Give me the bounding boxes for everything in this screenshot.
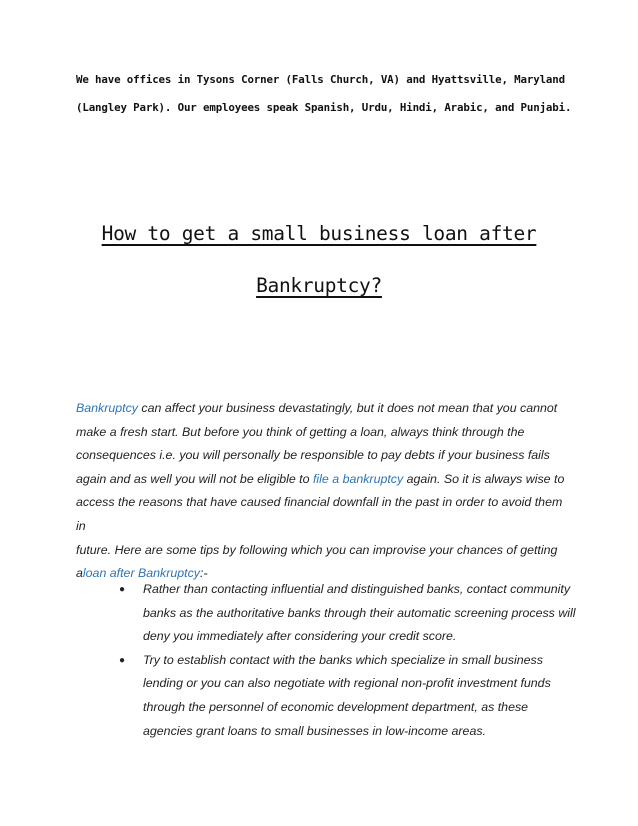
body-line-3: consequences i.e. you will personally be responsible to pay debts if your business fails bbox=[76, 448, 550, 463]
list-item-line: Rather than contacting influential and distinguished banks, contact community bbox=[143, 582, 571, 596]
file-a-bankruptcy-link[interactable]: file a bankruptcy bbox=[312, 471, 404, 486]
title-line-2: Bankruptcy? bbox=[256, 274, 382, 297]
body-line-1-text: can affect your business devastatingly, but it does not mean that you cannot bbox=[137, 401, 558, 415]
body-line-6: future. Here are some tips by following which you can improvise your chances of getting bbox=[76, 542, 558, 557]
body-line-5: access the reasons that have caused financial downfall in the past in order to avoid them in bbox=[76, 495, 563, 533]
list-item-line: agencies grant loans to small businesses in low-income areas. bbox=[143, 723, 486, 738]
body-line-4 bbox=[76, 468, 566, 492]
body-line-7-pre: a bbox=[76, 566, 83, 581]
list-item-line: deny you immediately after considering your credit score. bbox=[143, 629, 457, 644]
list-item bbox=[76, 649, 576, 743]
body-line-4-pre: again and as well you will not be eligible to bbox=[76, 471, 313, 486]
bullet-icon: ● bbox=[119, 584, 126, 595]
list-item-line: through the personnel of economic development department, as these bbox=[143, 699, 529, 714]
body-line-1 bbox=[76, 397, 566, 421]
bankruptcy-link[interactable]: Bankruptcy bbox=[76, 401, 138, 415]
loan-after-bankruptcy-link[interactable]: loan after Bankruptcy bbox=[82, 566, 200, 581]
tips-list bbox=[76, 578, 576, 743]
body-line-7-post: :- bbox=[200, 566, 208, 581]
list-item-line: lending or you can also negotiate with regional non-profit investment funds bbox=[143, 676, 551, 691]
intro-line-2: (Langley Park). Our employees speak Spanish, Urdu, Hindi, Arabic, and Punjabi. bbox=[76, 101, 572, 114]
page-title bbox=[40, 208, 598, 312]
bullet-icon: ● bbox=[119, 654, 126, 666]
list-item-line: Try to establish contact with the banks which specialize in small business bbox=[143, 652, 543, 667]
list-item-line: banks as the authoritative banks through their automatic screening process will bbox=[143, 605, 576, 620]
title-line-1: How to get a small business loan after bbox=[101, 222, 537, 245]
body-paragraph bbox=[76, 397, 566, 586]
body-line-4-post: again. So it is always wise to bbox=[403, 471, 565, 486]
intro-paragraph bbox=[76, 66, 576, 122]
list-item bbox=[76, 578, 576, 649]
intro-line-1: We have offices in Tysons Corner (Falls Church, VA) and Hyattsville, Maryland bbox=[76, 73, 565, 86]
body-line-2: make a fresh start. But before you think of getting a loan, always think through the bbox=[76, 424, 525, 439]
